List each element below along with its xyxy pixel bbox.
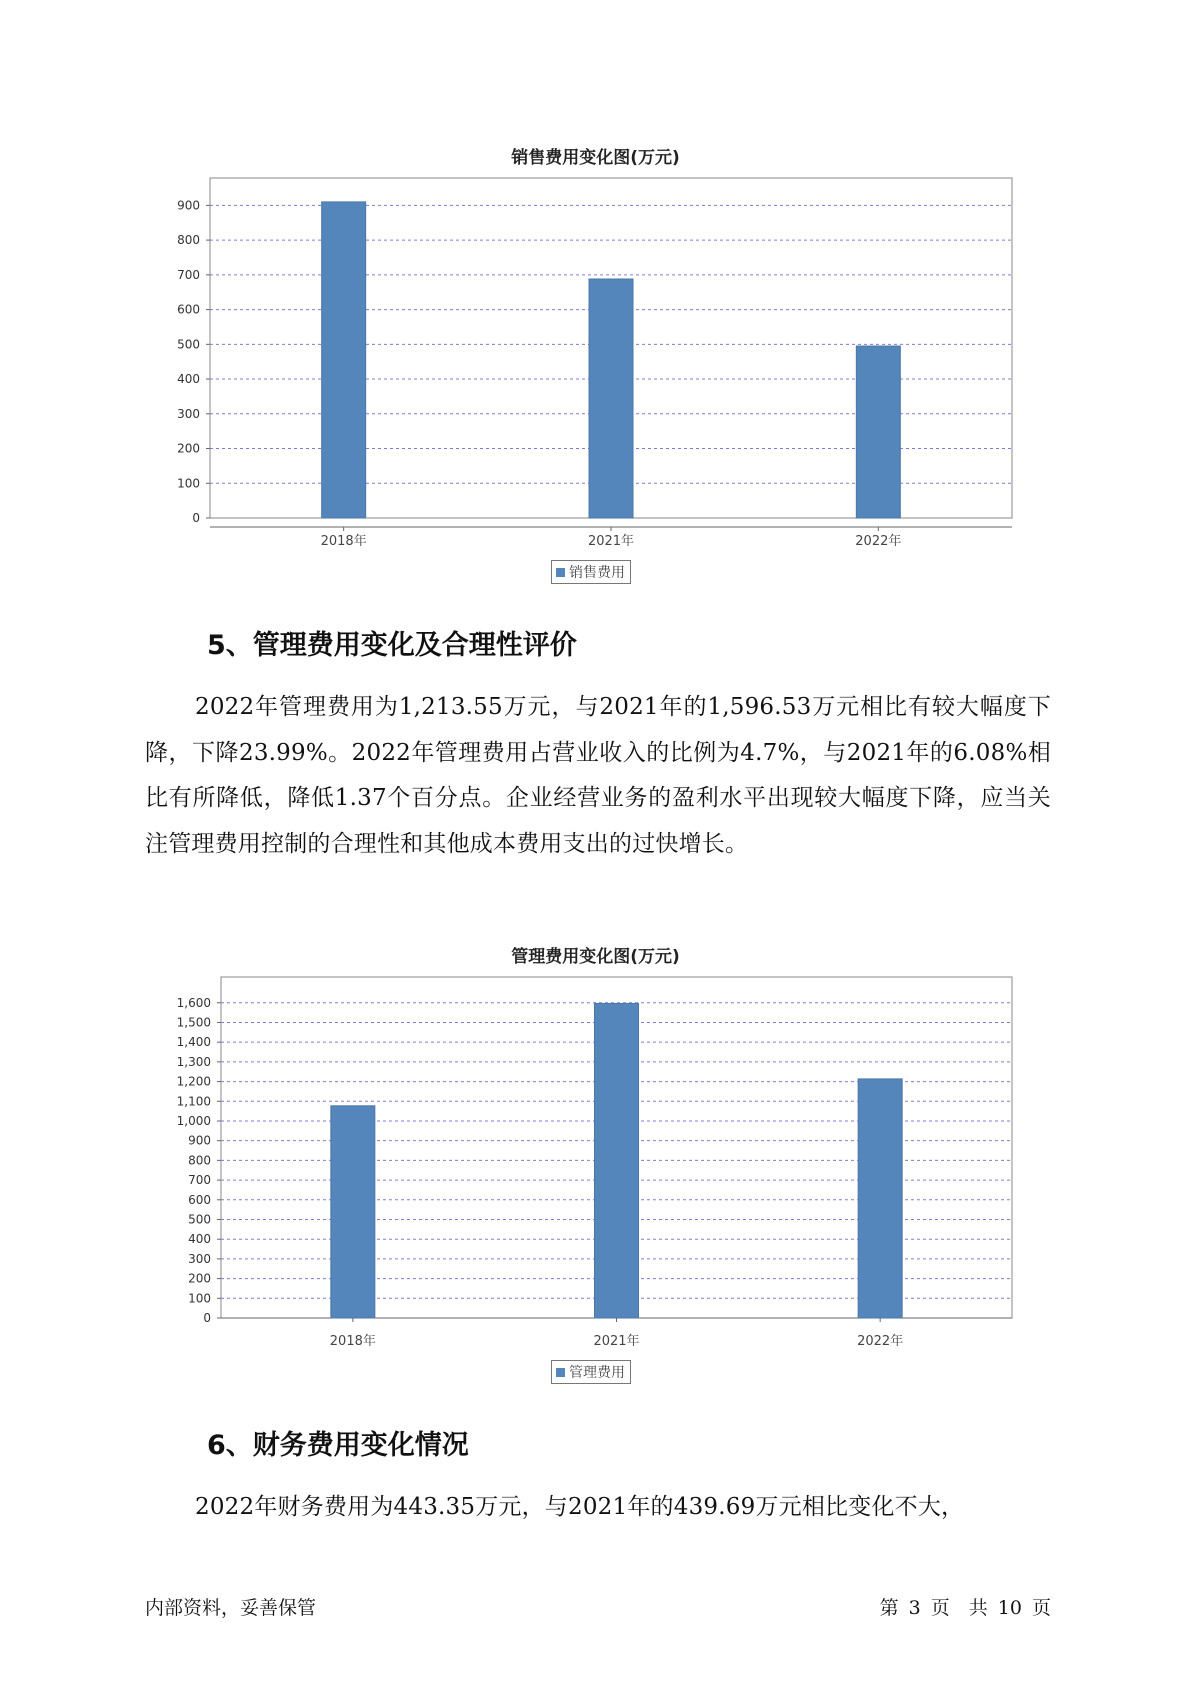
y-tick-label: 500 [177,337,200,352]
y-tick-label: 1,400 [176,1035,211,1050]
y-tick-label: 800 [177,233,200,248]
chart-title: 管理费用变化图(万元) [511,947,680,967]
x-tick-label: 2021年 [593,1334,640,1349]
y-tick-label: 600 [177,302,200,317]
y-tick-label: 600 [188,1192,211,1207]
y-tick-label: 700 [177,267,200,282]
footer-confidential: 内部资料，妥善保管 [145,1597,317,1619]
footer-page-number: 第 3 页 共 10 页 [879,1597,1051,1619]
legend-label: 销售费用 [569,565,625,581]
chart-legend [551,1360,631,1384]
y-tick-label: 1,500 [176,1015,211,1030]
y-tick-label: 500 [188,1212,211,1227]
section-paragraph [145,1485,1051,1531]
y-tick-label: 200 [188,1271,211,1286]
y-tick-label: 1,000 [176,1113,211,1128]
section-heading: 5、管理费用变化及合理性评价 [207,630,577,661]
y-tick-label: 800 [188,1153,211,1168]
y-tick-label: 200 [177,441,200,456]
legend-swatch [556,1368,565,1377]
y-tick-label: 100 [177,476,200,491]
x-tick-label: 2018年 [329,1334,376,1349]
bar [595,1003,639,1318]
x-tick-label: 2018年 [320,534,367,549]
y-tick-label: 700 [188,1173,211,1188]
y-tick-label: 400 [177,372,200,387]
x-tick-label: 2021年 [587,534,635,549]
bar [331,1106,375,1318]
y-tick-label: 0 [203,1311,211,1325]
y-tick-label: 1,300 [176,1054,211,1069]
y-tick-label: 100 [188,1291,211,1306]
y-tick-label: 0 [192,511,200,525]
section-heading: 6、财务费用变化情况 [207,1430,469,1461]
y-tick-label: 900 [177,198,200,213]
x-tick-label: 2022年 [857,1334,904,1349]
y-tick-label: 400 [188,1232,211,1247]
bar [858,1079,902,1318]
y-tick-label: 1,200 [176,1074,211,1089]
y-tick-label: 300 [188,1251,211,1266]
x-tick-label: 2022年 [855,534,902,549]
paragraph-text: 2022年管理费用为1,213.55万元，与2021年的1,596.53万元相比有较大幅度下降，下降23.99%。2022年管理费用占营业收入的比例为4.7%，与2021年的6.08%相比有所降低，降低1.37个百分点。企业经营业务的盈利水平出现较大幅度下降，应当关注管理费用控制的合理性和其他成本费用支出的过快增长。 [145,694,1051,857]
y-tick-label: 1,100 [176,1094,211,1109]
y-tick-label: 300 [177,406,200,421]
paragraph-text: 2022年财务费用为443.35万元，与2021年的439.69万元相比变化不大， [195,1494,965,1520]
legend-label: 管理费用 [569,1365,625,1381]
y-tick-label: 900 [188,1133,211,1148]
chart-title: 销售费用变化图(万元) [511,148,680,168]
y-tick-label: 1,600 [176,995,211,1010]
